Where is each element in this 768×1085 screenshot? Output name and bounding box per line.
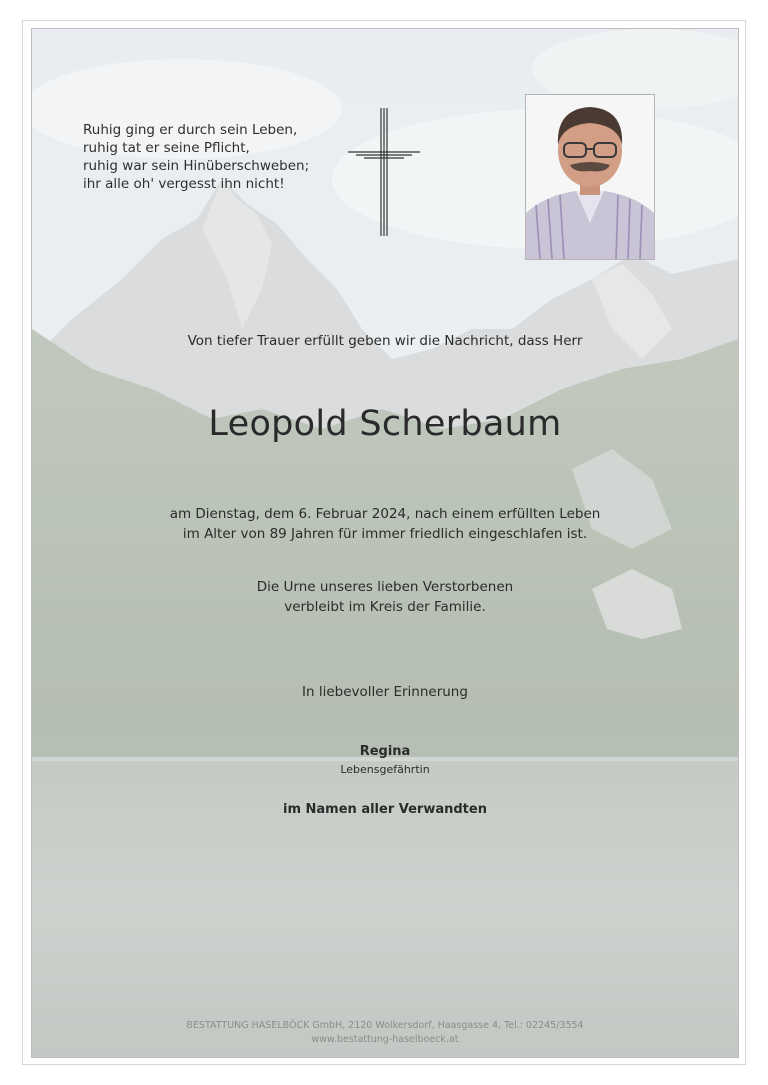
funeral-home-website[interactable]: www.bestattung-haselboeck.at — [311, 1034, 459, 1045]
mourner-relation: Lebensgefährtin — [340, 763, 430, 776]
obituary-content — [31, 28, 739, 1058]
cross-icon — [344, 106, 424, 238]
death-line: am Dienstag, dem 6. Februar 2024, nach einem erfüllten Leben — [169, 506, 601, 522]
mourner-name: Regina — [359, 744, 411, 759]
portrait-illustration — [526, 95, 654, 259]
deceased-name: Leopold Scherbaum — [208, 404, 562, 444]
poem-line: ruhig war sein Hinüberschweben; — [83, 158, 310, 174]
poem-line: Ruhig ging er durch sein Leben, — [83, 122, 298, 138]
funeral-home-info: BESTATTUNG HASELBÖCK GmbH, 2120 Wolkersdorf, Haasgasse 4, Tel.: 02245/3554 — [186, 1020, 584, 1031]
urn-note — [31, 577, 739, 617]
death-line: im Alter von 89 Jahren für immer friedlich eingeschlafen ist. — [182, 526, 588, 542]
urn-line: Die Urne unseres lieben Verstorbenen — [256, 579, 514, 595]
death-details — [31, 504, 739, 544]
poem-line: ruhig tat er seine Pflicht, — [83, 140, 250, 156]
poem-line: ihr alle oh' vergesst ihn nicht! — [83, 176, 285, 192]
memorial-poem — [83, 121, 309, 193]
announcement-intro: Von tiefer Trauer erfüllt geben wir die Nachricht, dass Herr — [187, 333, 583, 349]
urn-line: verbleibt im Kreis der Familie. — [284, 599, 486, 615]
relatives-signature: im Namen aller Verwandten — [283, 802, 487, 817]
memory-phrase: In liebevoller Erinnerung — [302, 684, 468, 700]
portrait-photo — [525, 94, 655, 260]
